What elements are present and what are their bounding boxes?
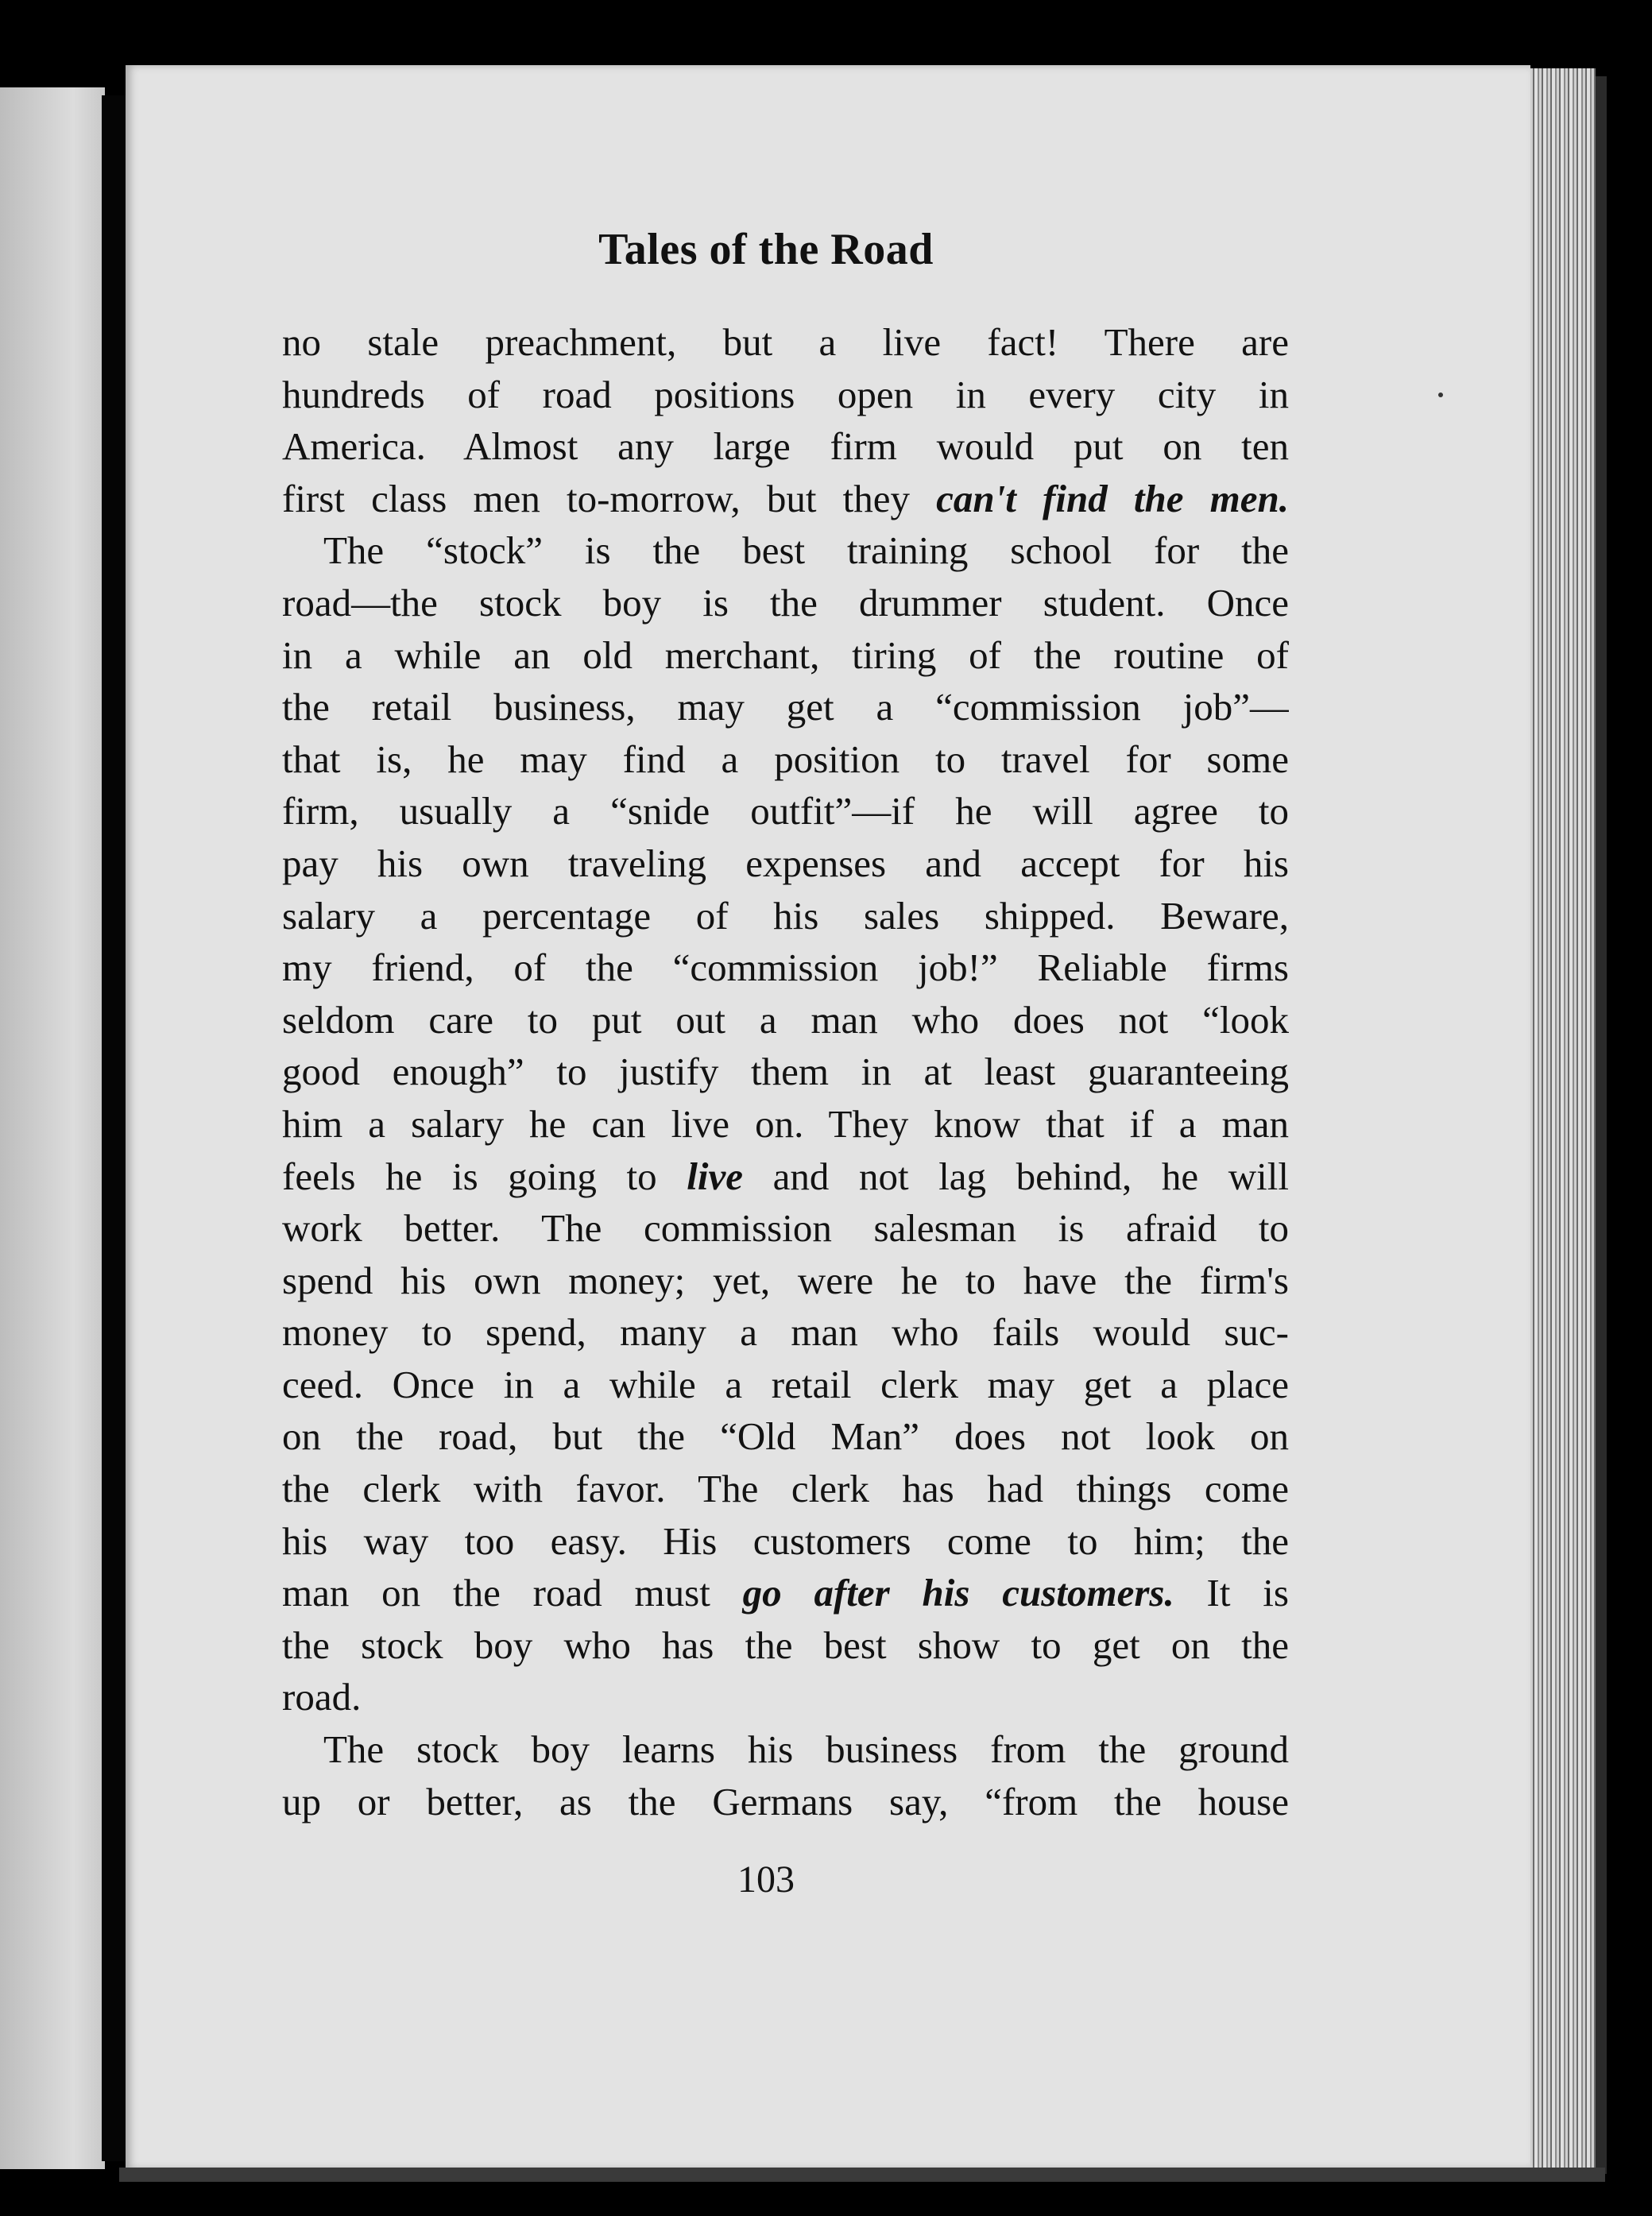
text-line-14: seldom care to put out a man who does not “look bbox=[282, 997, 1289, 1042]
text-line-18: work better. The commission salesman is afraid to bbox=[282, 1206, 1289, 1251]
text-line-17-roman: feels he is going to bbox=[282, 1154, 687, 1198]
right-page-edges bbox=[1530, 68, 1596, 2178]
text-line-17 bbox=[282, 1151, 1289, 1203]
text-line-2: hundreds of road positions open in every city in bbox=[282, 372, 1289, 416]
text-line-17-italic: live bbox=[687, 1154, 743, 1198]
text-line-15: good enough” to justify them in at least guaranteeing bbox=[282, 1050, 1289, 1094]
text-line-12: salary a percentage of his sales shipped. Beware, bbox=[282, 893, 1289, 938]
text-line-20: money to spend, many a man who fails would suc- bbox=[282, 1310, 1289, 1355]
text-line-24: his way too easy. His customers come to him; the bbox=[282, 1518, 1289, 1563]
left-page-edge bbox=[0, 87, 105, 2169]
bottom-page-shadow bbox=[119, 2168, 1605, 2182]
book-gutter bbox=[102, 95, 129, 2161]
text-line-25-tail: It is bbox=[1174, 1571, 1289, 1615]
text-line-21: ceed. Once in a while a retail clerk may get a place bbox=[282, 1362, 1289, 1406]
text-line-23: the clerk with favor. The clerk has had things come bbox=[282, 1467, 1289, 1511]
text-line-26: the stock boy who has the best show to get on the bbox=[282, 1622, 1289, 1667]
body-text bbox=[282, 316, 1289, 1827]
text-line-11: pay his own traveling expenses and accept for his bbox=[282, 841, 1289, 885]
text-line-3: America. Almost any large firm would put on ten bbox=[282, 424, 1289, 469]
text-line-25 bbox=[282, 1567, 1289, 1619]
text-line-25-italic: go after his customers. bbox=[742, 1571, 1174, 1615]
text-line-28: The stock boy learns his business from the ground bbox=[323, 1727, 1289, 1772]
text-line-6: road—the stock boy is the drummer student. Once bbox=[282, 580, 1289, 625]
text-line-10: firm, usually a “snide outfit”—if he will agree to bbox=[282, 789, 1289, 833]
text-line-4 bbox=[282, 473, 1289, 525]
text-line-16: him a salary he can live on. They know that if a man bbox=[282, 1101, 1289, 1146]
text-line-25-roman: man on the road must bbox=[282, 1571, 743, 1615]
running-head: Tales of the Road bbox=[598, 225, 934, 274]
text-line-1: no stale preachment, but a live fact! There are bbox=[282, 320, 1289, 364]
text-line-17-tail: and not lag behind, he will bbox=[742, 1154, 1289, 1198]
right-cover-edge bbox=[1596, 76, 1607, 2174]
stray-ink-mark bbox=[1438, 393, 1443, 397]
text-line-9: that is, he may find a position to travel for some bbox=[282, 737, 1289, 781]
text-line-22: on the road, but the “Old Man” does not look on bbox=[282, 1414, 1289, 1459]
page-number: 103 bbox=[737, 1858, 795, 1901]
text-line-29: up or better, as the Germans say, “from the house bbox=[282, 1779, 1289, 1823]
text-line-19: spend his own money; yet, were he to have the firm's bbox=[282, 1258, 1289, 1302]
text-line-5: The “stock” is the best training school for the bbox=[323, 528, 1289, 573]
text-line-7: in a while an old merchant, tiring of the routine of bbox=[282, 632, 1289, 677]
text-line-4-roman: first class men to-morrow, but they bbox=[282, 476, 937, 520]
text-line-27: road. bbox=[282, 1675, 362, 1719]
text-line-4-italic: can't find the men. bbox=[936, 476, 1289, 520]
text-line-13: my friend, of the “commission job!” Reliable firms bbox=[282, 946, 1289, 990]
text-line-8: the retail business, may get a “commission job”— bbox=[282, 685, 1289, 729]
